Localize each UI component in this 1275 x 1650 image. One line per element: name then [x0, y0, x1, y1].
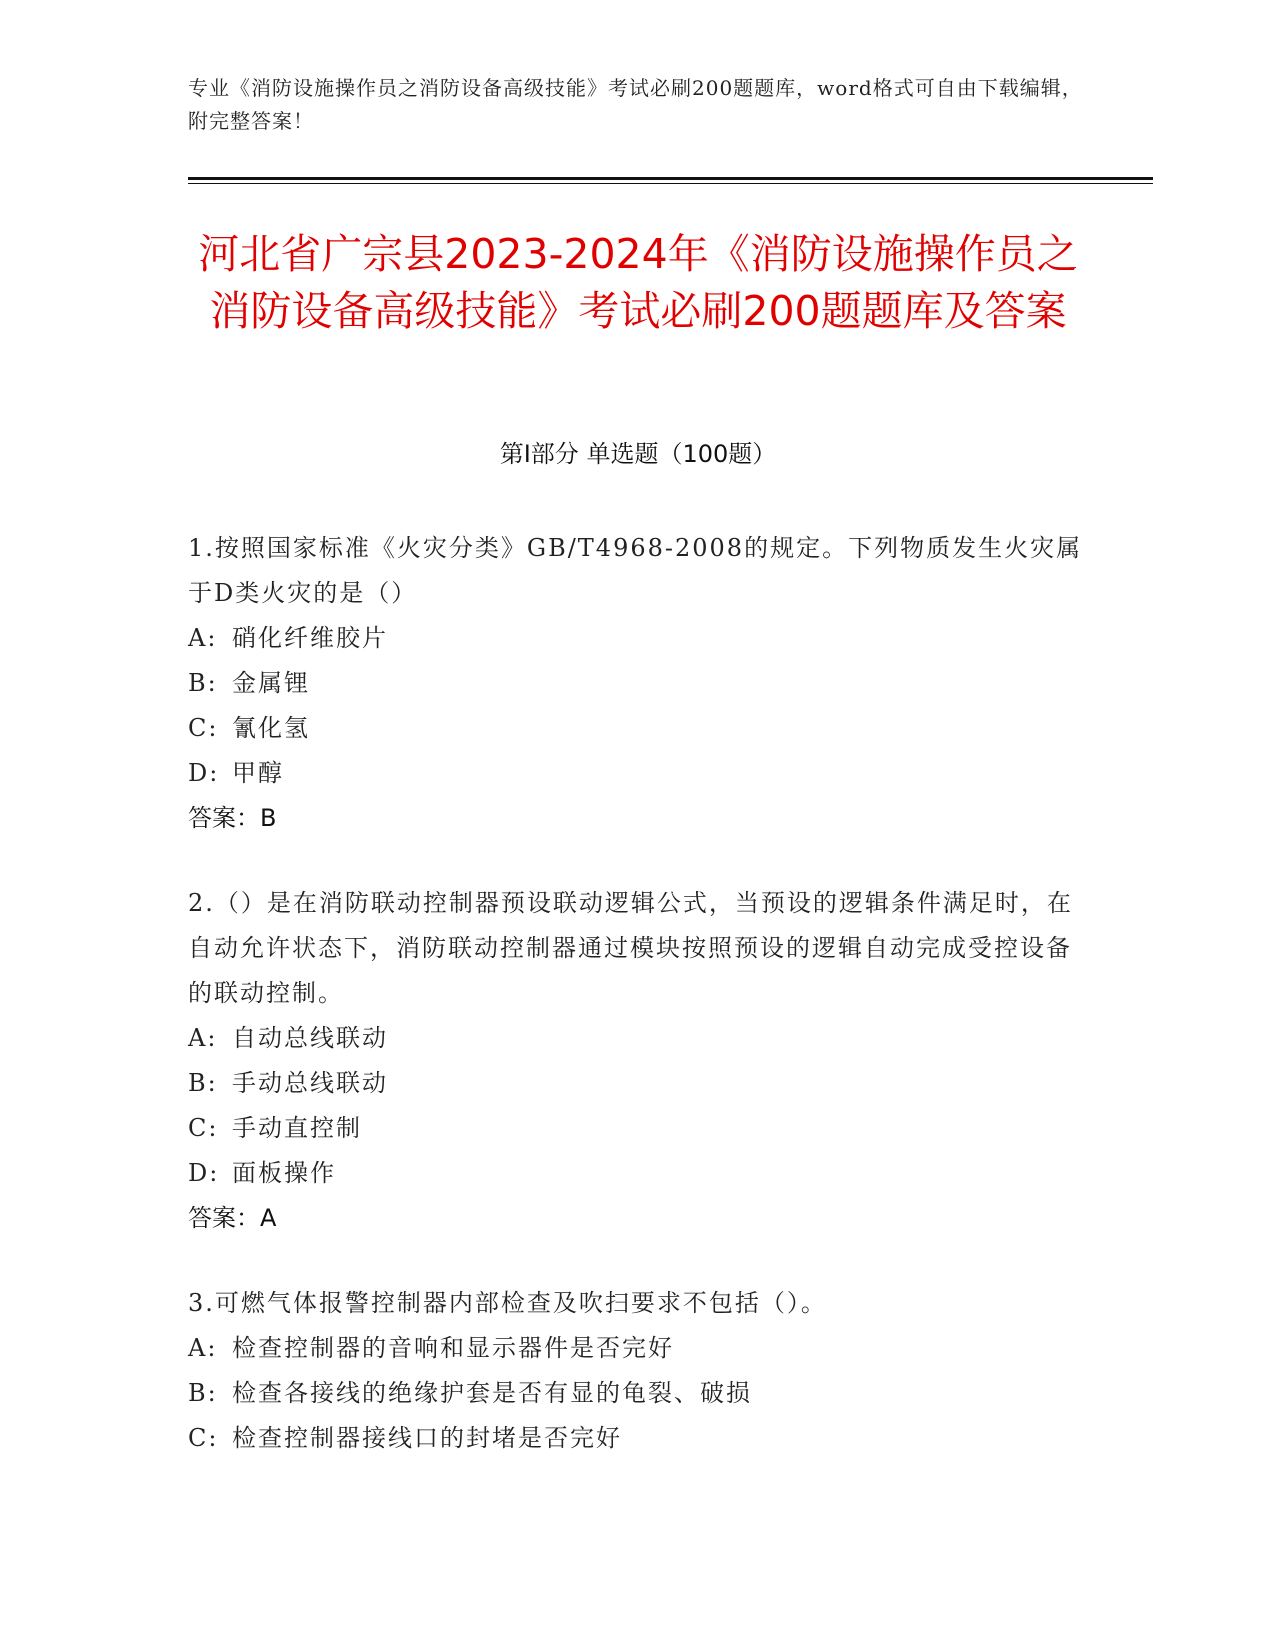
option-a	[188, 1016, 1088, 1061]
option-c	[188, 706, 1088, 751]
option-text: 硝化纤维胶片	[232, 624, 388, 652]
option-text: 氰化氢	[232, 714, 310, 742]
option-key: A:	[188, 1024, 218, 1052]
option-key: A:	[188, 624, 218, 652]
option-key: D:	[188, 759, 220, 787]
answer-line: 答案：A	[188, 1204, 277, 1232]
option-key: C:	[188, 1114, 219, 1142]
option-key: B:	[188, 1379, 218, 1407]
header-rule-thin	[188, 183, 1153, 184]
option-text: 自动总线联动	[232, 1024, 388, 1052]
option-text: 检查各接线的绝缘护套是否有显的龟裂、破损	[232, 1379, 752, 1407]
option-key: D:	[188, 1159, 220, 1187]
option-a	[188, 1326, 1088, 1371]
option-d	[188, 1151, 1088, 1196]
option-text: 手动直控制	[232, 1114, 362, 1142]
answer-line: 答案：B	[188, 804, 277, 832]
section-heading: 第Ⅰ部分 单选题（100题）	[499, 440, 777, 468]
question-stem: 2.（）是在消防联动控制器预设联动逻辑公式，当预设的逻辑条件满足时，在自动允许状态下，消防联动控制器通过模块按照预设的逻辑自动完成受控设备的联动控制。	[188, 889, 1073, 1007]
option-text: 面板操作	[232, 1159, 336, 1187]
option-text: 甲醇	[232, 759, 284, 787]
question-stem: 3.可燃气体报警控制器内部检查及吹扫要求不包括（）。	[188, 1289, 827, 1317]
document-title: 河北省广宗县2023-2024年《消防设施操作员之消防设备高级技能》考试必刷200题题库及答案	[198, 230, 1078, 335]
option-text: 检查控制器接线口的封堵是否完好	[232, 1424, 622, 1452]
option-key: B:	[188, 1069, 218, 1097]
option-key: C:	[188, 1424, 219, 1452]
header-rule-thick	[188, 177, 1153, 180]
option-key: C:	[188, 714, 219, 742]
option-c	[188, 1416, 1088, 1461]
question-3	[188, 1281, 1088, 1461]
option-key: B:	[188, 669, 218, 697]
option-text: 金属锂	[232, 669, 310, 697]
question-list	[188, 526, 1088, 1501]
header-note: 专业《消防设施操作员之消防设备高级技能》考试必刷200题题库，word格式可自由下载编辑，附完整答案！	[188, 76, 1083, 133]
question-2	[188, 881, 1088, 1241]
option-b	[188, 1371, 1088, 1416]
question-1	[188, 526, 1088, 841]
option-d	[188, 751, 1088, 796]
option-c	[188, 1106, 1088, 1151]
option-b	[188, 661, 1088, 706]
question-stem: 1.按照国家标准《火灾分类》GB/T4968-2008的规定。下列物质发生火灾属于D类火灾的是（）	[188, 534, 1083, 607]
option-a	[188, 616, 1088, 661]
option-b	[188, 1061, 1088, 1106]
option-text: 检查控制器的音响和显示器件是否完好	[232, 1334, 674, 1362]
option-key: A:	[188, 1334, 218, 1362]
option-text: 手动总线联动	[232, 1069, 388, 1097]
